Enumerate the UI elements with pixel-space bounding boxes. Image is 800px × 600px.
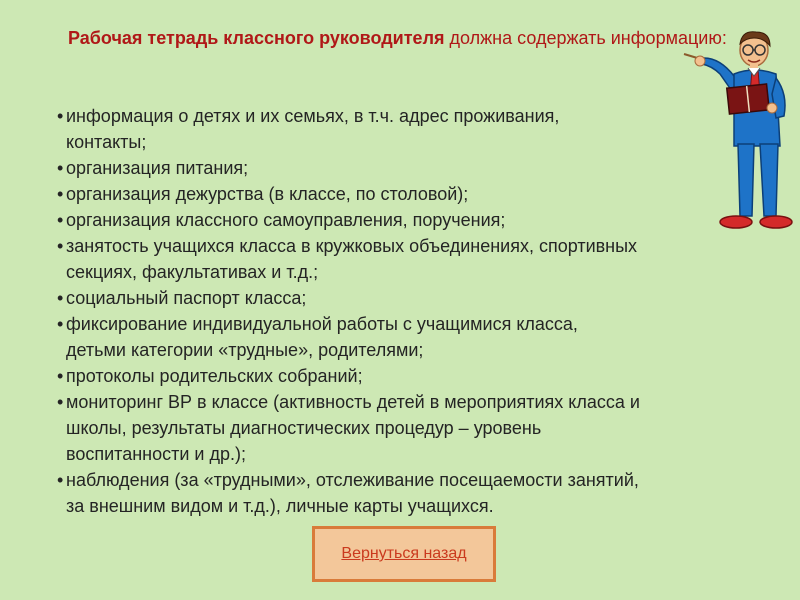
list-item-text: школы, результаты диагностических процедур – уровень [66,418,542,438]
bullet-icon: • [57,158,64,178]
heading-rest: должна содержать информацию: [444,28,727,48]
bullet-icon: • [57,470,64,490]
list-item-text: воспитанности и др.); [66,444,246,464]
bullet-icon: • [57,236,64,256]
list-item [57,363,780,389]
list-item-text: социальный паспорт класса; [66,288,307,308]
list-item [57,389,780,467]
slide-heading [68,26,728,50]
teacher-pointing-icon [676,24,800,234]
list-item-text: занятость учащихся класса в кружковых объединениях, спортивных [66,236,638,256]
list-item-text: организация питания; [66,158,249,178]
list-item [57,207,780,233]
list-item-text: фиксирование индивидуальной работы с учащимися класса, [66,314,578,334]
list-item-text: детьми категории «трудные», родителями; [66,340,424,360]
list-item-text: контакты; [66,132,147,152]
list-item-text: информация о детях и их семьях, в т.ч. адрес проживания, [66,106,560,126]
bullet-icon: • [57,392,64,412]
back-button-label: Вернуться назад [341,545,467,562]
list-item [57,285,780,311]
list-item-text: секциях, факультативах и т.д.; [66,262,319,282]
list-item [57,155,780,181]
list-item [57,311,780,363]
list-item [57,233,780,285]
bullet-icon: • [57,288,64,308]
content-list [57,103,780,519]
list-item [57,467,780,519]
bullet-icon: • [57,106,64,126]
list-item-text: мониторинг ВР в классе (активность детей в мероприятиях класса и [66,392,640,412]
list-item [57,181,780,207]
list-item-text: наблюдения (за «трудными», отслеживание посещаемости занятий, [66,470,639,490]
heading-bold: Рабочая тетрадь классного руководителя [68,28,445,48]
bullet-icon: • [57,314,64,334]
bullet-icon: • [57,184,64,204]
list-item-text: организация дежурства (в классе, по столовой); [66,184,469,204]
bullet-icon: • [57,210,64,230]
list-item-text: за внешним видом и т.д.), личные карты учащихся. [66,496,494,516]
bullet-icon: • [57,366,64,386]
list-item-text: организация классного самоуправления, поручения; [66,210,506,230]
back-button[interactable] [312,526,496,582]
list-item-text: протоколы родительских собраний; [66,366,363,386]
list-item [57,103,780,155]
